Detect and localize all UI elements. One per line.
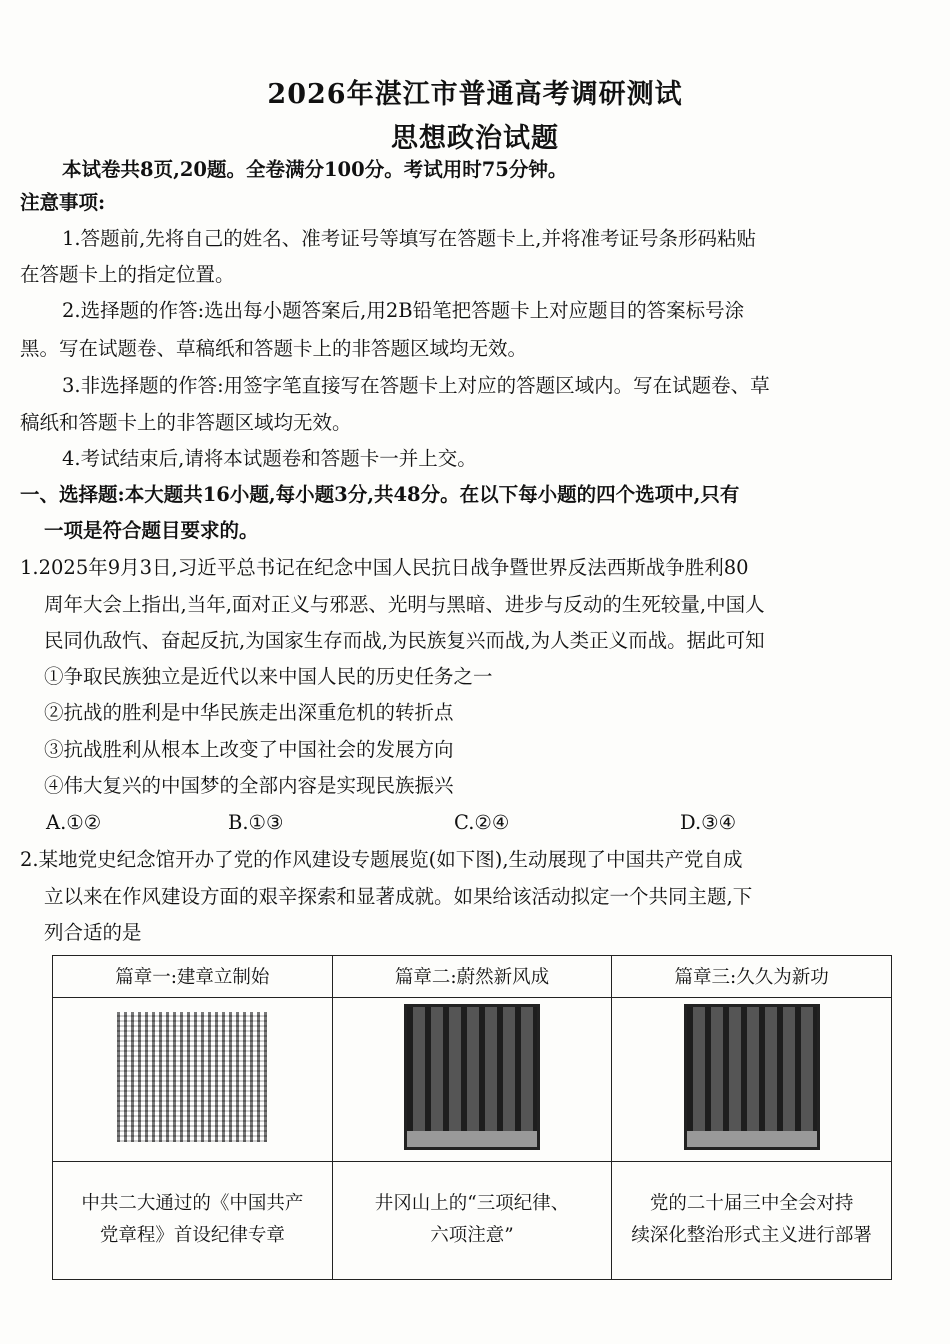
notice-line: 稿纸和答题卡上的非答题区域均无效。 — [20, 411, 352, 434]
q2-stem: 立以来在作风建设方面的艰辛探索和显著成就。如果给该活动拟定一个共同主题,下 — [44, 885, 753, 908]
caption-line: 六项注意” — [430, 1225, 514, 1247]
discipline-board-image — [684, 1004, 820, 1150]
notice-line: 4.考试结束后,请将本试题卷和答题卡一并上交。 — [62, 447, 477, 470]
q1-stem: 1.2025年9月3日,习近平总书记在纪念中国人民抗日战争暨世界反法西斯战争胜利80 — [20, 556, 749, 579]
notice-line: 3.非选择题的作答:用签字笔直接写在答题卡上对应的答题区域内。写在试题卷、草 — [62, 374, 770, 397]
chapter-caption — [612, 1161, 892, 1279]
caption-line: 续深化整治形式主义进行部署 — [631, 1225, 872, 1247]
exam-title: 2026年湛江市普通高考调研测试 — [267, 79, 683, 110]
caption-line: 中共二大通过的《中国共产 — [81, 1193, 304, 1215]
q1-option-c[interactable]: C.②④ — [454, 811, 510, 834]
notice-line: 1.答题前,先将自己的姓名、准考证号等填写在答题卡上,并将准考证号条形码粘贴 — [62, 227, 757, 250]
q1-option-d[interactable]: D.③④ — [680, 811, 737, 834]
notice-heading: 注意事项: — [20, 191, 106, 214]
q1-statement: ①争取民族独立是近代以来中国人民的历史任务之一 — [44, 665, 493, 688]
q1-option-b[interactable]: B.①③ — [228, 811, 284, 834]
section-heading-cont: 一项是符合题目要求的。 — [44, 519, 259, 542]
section-heading: 一、选择题:本大题共16小题,每小题3分,共48分。在以下每小题的四个选项中,只有 — [20, 483, 740, 506]
exhibit-table — [52, 955, 892, 1280]
notice-line: 在答题卡上的指定位置。 — [20, 263, 235, 286]
party-constitution-document-image — [117, 1012, 267, 1142]
chapter-caption — [53, 1161, 333, 1279]
notice-line: 黑。写在试题卷、草稿纸和答题卡上的非答题区域均无效。 — [20, 337, 528, 360]
notice-line: 2.选择题的作答:选出每小题答案后,用2B铅笔把答题卡上对应题目的答案标号涂 — [62, 299, 745, 322]
q1-stem: 民同仇敌忾、奋起反抗,为国家生存而战,为民族复兴而战,为人类正义而战。据此可知 — [44, 629, 765, 652]
exam-intro: 本试卷共8页,20题。全卷满分100分。考试用时75分钟。 — [62, 158, 568, 181]
discipline-board-image — [404, 1004, 540, 1150]
q1-option-a[interactable]: A.①② — [46, 811, 102, 834]
exam-subtitle: 思想政治试题 — [391, 123, 559, 154]
caption-line: 党章程》首设纪律专章 — [99, 1225, 285, 1247]
q1-statement: ②抗战的胜利是中华民族走出深重危机的转折点 — [44, 701, 454, 724]
q1-statement: ③抗战胜利从根本上改变了中国社会的发展方向 — [44, 738, 454, 761]
chapter-image-cell — [612, 997, 892, 1161]
chapter-header: 篇章三:久久为新功 — [612, 956, 892, 998]
caption-line: 井冈山上的“三项纪律、 — [374, 1193, 570, 1215]
q2-stem: 列合适的是 — [44, 921, 142, 944]
chapter-header: 篇章二:蔚然新风成 — [332, 956, 612, 998]
chapter-header: 篇章一:建章立制始 — [53, 956, 333, 998]
chapter-caption — [332, 1161, 612, 1279]
chapter-image-cell — [332, 997, 612, 1161]
caption-line: 党的二十届三中全会对持 — [649, 1193, 854, 1215]
q2-stem: 2.某地党史纪念馆开办了党的作风建设专题展览(如下图),生动展现了中国共产党自成 — [20, 848, 743, 871]
q1-stem: 周年大会上指出,当年,面对正义与邪恶、光明与黑暗、进步与反动的生死较量,中国人 — [44, 593, 765, 616]
chapter-image-cell — [53, 997, 333, 1161]
q1-statement: ④伟大复兴的中国梦的全部内容是实现民族振兴 — [44, 774, 454, 797]
